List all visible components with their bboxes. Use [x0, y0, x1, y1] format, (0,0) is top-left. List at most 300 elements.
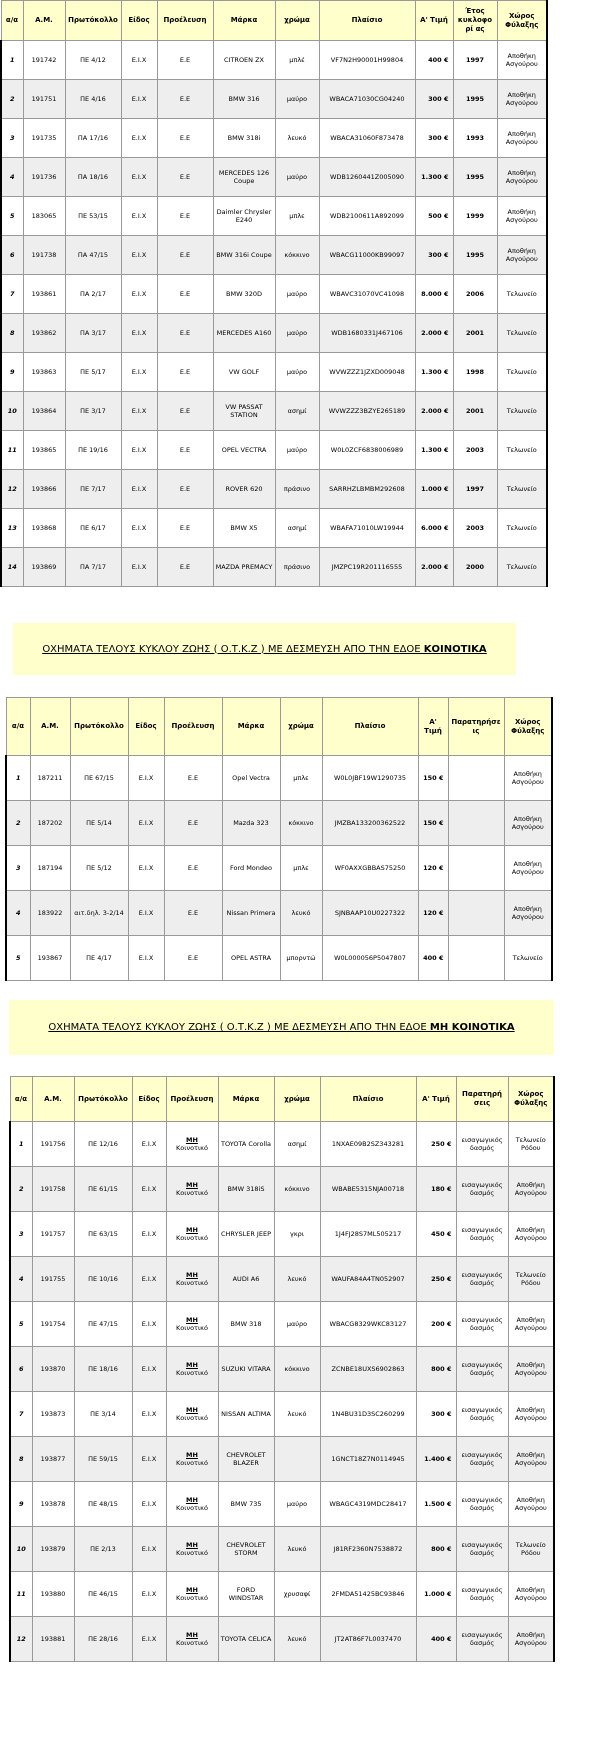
cell-brand: Daimler Chrysler E240 [213, 197, 275, 236]
cell-origin: Ε.Ε [164, 891, 222, 936]
header-protocol: Πρωτόκολλο [70, 698, 128, 756]
cell-protocol: ΠΕ 18/16 [74, 1347, 132, 1392]
header-chassis: Πλαίσιο [322, 698, 418, 756]
cell-type: Ε.Ι.Χ [128, 801, 164, 846]
cell-price: 1.500 € [416, 1482, 456, 1527]
cell-brand: BMW 320D [213, 275, 275, 314]
cell-price: 6.000 € [415, 509, 453, 548]
header-price: Α' Τιμή [415, 1, 453, 41]
cell-color: μπλέ [275, 41, 319, 80]
cell-type: Ε.Ι.Χ [121, 236, 157, 275]
cell-am: 193878 [32, 1482, 74, 1527]
cell-color: λευκό [274, 1257, 320, 1302]
cell-price: 400 € [418, 936, 448, 981]
cell-chassis: WBAVC31070VC41098 [319, 275, 415, 314]
cell-origin: Ε.Ε [157, 314, 213, 353]
cell-color: λευκό [274, 1527, 320, 1572]
cell-chassis: 1NXAE09B2SZ343281 [320, 1122, 416, 1167]
cell-index: 7 [1, 275, 23, 314]
cell-price: 150 € [418, 756, 448, 801]
header-col9: Έτος κυκλοφορί ας [453, 1, 497, 41]
cell-am: 193864 [23, 392, 65, 431]
cell-storage: Τελωνείο [497, 509, 547, 548]
cell-protocol: ΠΕ 59/15 [74, 1437, 132, 1482]
cell-color: λευκό [274, 1392, 320, 1437]
table-row [10, 1437, 554, 1482]
header-storage: Χώρος Φύλαξης [508, 1077, 554, 1122]
cell-brand: VW GOLF [213, 353, 275, 392]
cell-col9: εισαγωγικός δασμός [456, 1572, 508, 1617]
cell-chassis: WBAFA71010LW19944 [319, 509, 415, 548]
cell-protocol: ΠΕ 53/15 [65, 197, 121, 236]
table-row [1, 197, 547, 236]
cell-origin: Ε.Ε [157, 236, 213, 275]
cell-type: Ε.Ι.Χ [132, 1167, 166, 1212]
cell-chassis: J81RF2360N7538872 [320, 1527, 416, 1572]
cell-chassis: WBACG8329WKC83127 [320, 1302, 416, 1347]
cell-chassis: JT2AT86F7L0037470 [320, 1617, 416, 1662]
cell-protocol: ΠΑ 2/17 [65, 275, 121, 314]
cell-color: μαύρο [275, 275, 319, 314]
cell-origin: Ε.Ε [157, 548, 213, 587]
cell-type: Ε.Ι.Χ [132, 1257, 166, 1302]
cell-col9: 1995 [453, 80, 497, 119]
cell-col9: 2003 [453, 431, 497, 470]
cell-index: 6 [1, 236, 23, 275]
header-am: Α.Μ. [30, 698, 70, 756]
cell-type: Ε.Ι.Χ [121, 470, 157, 509]
cell-color: μπλε [275, 197, 319, 236]
cell-color: γκρι [274, 1212, 320, 1257]
cell-storage: Τελωνείο [497, 314, 547, 353]
table-row [6, 801, 552, 846]
header-col9: Παρατηρήσεις [448, 698, 504, 756]
cell-type: Ε.Ι.Χ [121, 431, 157, 470]
cell-index: 1 [10, 1122, 32, 1167]
cell-brand: BMW 318i [213, 119, 275, 158]
cell-chassis: WAUFA84A4TN052907 [320, 1257, 416, 1302]
cell-index: 10 [1, 392, 23, 431]
cell-protocol: ΠΕ 19/16 [65, 431, 121, 470]
cell-origin: ΜΗ Κοινοτικό [166, 1167, 218, 1212]
cell-col9: 2001 [453, 392, 497, 431]
cell-am: 193863 [23, 353, 65, 392]
cell-origin: ΜΗ Κοινοτικό [166, 1572, 218, 1617]
cell-color: μαύρο [274, 1482, 320, 1527]
non-eu-marker: ΜΗ [186, 1540, 198, 1549]
cell-index: 14 [1, 548, 23, 587]
cell-brand: OPEL VECTRA [213, 431, 275, 470]
header-chassis: Πλαίσιο [319, 1, 415, 41]
header-protocol: Πρωτόκολλο [65, 1, 121, 41]
header-col9: Παρατηρή σεις [456, 1077, 508, 1122]
cell-am: 187211 [30, 756, 70, 801]
cell-type: Ε.Ι.Χ [121, 275, 157, 314]
cell-storage: Αποθήκη Ασγούρου [504, 846, 552, 891]
banner-title: ΟΧΗΜΑΤΑ ΤΕΛΟΥΣ ΚΥΚΛΟΥ ΖΩΗΣ ( Ο.Τ.Κ.Ζ ) ΜΕ ΔΕΣΜΕΥΣΗ ΑΠΟ ΤΗΝ ΕΔΟΕ ΚΟΙΝΟΤΙΚΑ [42, 643, 487, 655]
cell-origin: Ε.Ε [157, 158, 213, 197]
cell-price: 250 € [416, 1257, 456, 1302]
non-eu-marker: ΜΗ [186, 1315, 198, 1324]
cell-chassis: WBACG11000KB99097 [319, 236, 415, 275]
cell-brand: TOYOTA Corolla [218, 1122, 274, 1167]
cell-origin: Ε.Ε [157, 41, 213, 80]
cell-brand: Ford Mondeo [222, 846, 280, 891]
cell-brand: MAZDA PREMACY [213, 548, 275, 587]
table-row [10, 1572, 554, 1617]
cell-origin: Ε.Ε [157, 509, 213, 548]
cell-brand: OPEL ASTRA [222, 936, 280, 981]
cell-price: 180 € [416, 1167, 456, 1212]
cell-type: Ε.Ι.Χ [128, 846, 164, 891]
cell-protocol: ΠΕ 3/17 [65, 392, 121, 431]
header-origin: Προέλευση [166, 1077, 218, 1122]
cell-origin: ΜΗ Κοινοτικό [166, 1392, 218, 1437]
cell-storage: Αποθήκη Ασγούρου [497, 80, 547, 119]
cell-storage: Αποθήκη Ασγούρου [497, 158, 547, 197]
cell-color: λευκό [275, 119, 319, 158]
cell-col9 [448, 891, 504, 936]
cell-am: 193862 [23, 314, 65, 353]
cell-col9 [448, 846, 504, 891]
cell-color: πράσινο [275, 548, 319, 587]
header-am: Α.Μ. [23, 1, 65, 41]
cell-origin: ΜΗ Κοινοτικό [166, 1437, 218, 1482]
cell-index: 4 [1, 158, 23, 197]
cell-index: 13 [1, 509, 23, 548]
cell-storage: Τελωνείο [497, 548, 547, 587]
cell-brand: BMW 316 [213, 80, 275, 119]
cell-price: 400 € [416, 1617, 456, 1662]
cell-brand: BMW X5 [213, 509, 275, 548]
header-type: Είδος [121, 1, 157, 41]
cell-index: 5 [1, 197, 23, 236]
cell-protocol: ΠΑ 7/17 [65, 548, 121, 587]
non-eu-marker: ΜΗ [186, 1630, 198, 1639]
cell-origin: ΜΗ Κοινοτικό [166, 1302, 218, 1347]
cell-col9: 1995 [453, 158, 497, 197]
cell-index: 3 [10, 1212, 32, 1257]
table-row [10, 1302, 554, 1347]
header-storage: Χώρος Φύλαξης [504, 698, 552, 756]
cell-price: 300 € [415, 119, 453, 158]
cell-price: 1.300 € [415, 353, 453, 392]
cell-protocol: ΠΕ 12/16 [74, 1122, 132, 1167]
cell-price: 1.000 € [415, 470, 453, 509]
cell-chassis: SJNBAAP10U0227322 [322, 891, 418, 936]
cell-brand: CHEVROLET BLAZER [218, 1437, 274, 1482]
cell-col9: 2006 [453, 275, 497, 314]
cell-protocol: ΠΕ 48/15 [74, 1482, 132, 1527]
cell-price: 250 € [416, 1122, 456, 1167]
cell-am: 191751 [23, 80, 65, 119]
cell-index: 11 [10, 1572, 32, 1617]
cell-type: Ε.Ι.Χ [121, 158, 157, 197]
vehicles-table-1 [0, 0, 548, 587]
cell-col9: εισαγωγικός δασμός [456, 1437, 508, 1482]
cell-index: 4 [10, 1257, 32, 1302]
cell-brand: CHEVROLET STORM [218, 1527, 274, 1572]
cell-brand: NISSAN ALTIMA [218, 1392, 274, 1437]
cell-color: μαύρο [275, 353, 319, 392]
cell-index: 3 [1, 119, 23, 158]
table-row [6, 936, 552, 981]
cell-price: 1.300 € [415, 431, 453, 470]
cell-brand: BMW 316i Coupe [213, 236, 275, 275]
cell-color: μπορντώ [280, 936, 322, 981]
cell-chassis: 1J4FJ28S7ML505217 [320, 1212, 416, 1257]
cell-price: 150 € [418, 801, 448, 846]
cell-index: 5 [6, 936, 30, 981]
cell-chassis: 1GNCT18Z7N0114945 [320, 1437, 416, 1482]
cell-col9: εισαγωγικός δασμός [456, 1212, 508, 1257]
cell-color: μαύρο [274, 1302, 320, 1347]
cell-protocol: ΠΑ 17/16 [65, 119, 121, 158]
cell-origin: ΜΗ Κοινοτικό [166, 1257, 218, 1302]
cell-index: 10 [10, 1527, 32, 1572]
cell-index: 2 [10, 1167, 32, 1212]
cell-protocol: ΠΑ 3/17 [65, 314, 121, 353]
cell-col9: εισαγωγικός δασμός [456, 1617, 508, 1662]
table-row [1, 158, 547, 197]
cell-origin: Ε.Ε [164, 756, 222, 801]
cell-origin: ΜΗ Κοινοτικό [166, 1527, 218, 1572]
cell-col9: 1998 [453, 353, 497, 392]
cell-am: 191758 [32, 1167, 74, 1212]
table-row [10, 1122, 554, 1167]
cell-price: 200 € [416, 1302, 456, 1347]
cell-am: 193869 [23, 548, 65, 587]
cell-chassis: WVWZZZ3BZYE265189 [319, 392, 415, 431]
table-row [10, 1257, 554, 1302]
table-row [1, 509, 547, 548]
cell-color: μαύρο [275, 314, 319, 353]
cell-am: 193880 [32, 1572, 74, 1617]
cell-color: λευκό [280, 891, 322, 936]
cell-index: 1 [1, 41, 23, 80]
header-storage: Χώρος Φύλαξης [497, 1, 547, 41]
cell-storage: Αποθήκη Ασγούρου [508, 1572, 554, 1617]
cell-type: Ε.Ι.Χ [132, 1392, 166, 1437]
cell-type: Ε.Ι.Χ [121, 41, 157, 80]
cell-brand: FORD WINDSTAR [218, 1572, 274, 1617]
cell-price: 1.300 € [415, 158, 453, 197]
table-row [6, 846, 552, 891]
cell-storage: Αποθήκη Ασγούρου [497, 197, 547, 236]
cell-price: 300 € [415, 80, 453, 119]
cell-type: Ε.Ι.Χ [132, 1122, 166, 1167]
cell-col9 [448, 936, 504, 981]
table-row [10, 1392, 554, 1437]
cell-color: κόκκινο [274, 1167, 320, 1212]
cell-chassis: WDB2100611A892099 [319, 197, 415, 236]
cell-chassis: JMZBA133200362522 [322, 801, 418, 846]
cell-am: 191735 [23, 119, 65, 158]
table-row [1, 275, 547, 314]
cell-color: χρυσαφί [274, 1572, 320, 1617]
cell-col9: 1999 [453, 197, 497, 236]
section-banner-eu [13, 623, 516, 675]
cell-color: ασημί [275, 392, 319, 431]
cell-storage: Τελωνείο [504, 936, 552, 981]
cell-type: Ε.Ι.Χ [121, 80, 157, 119]
banner-title-bold: ΚΟΙΝΟΤΙΚΑ [423, 643, 487, 655]
cell-chassis: W0L0ZCF6838006989 [319, 431, 415, 470]
cell-type: Ε.Ι.Χ [121, 197, 157, 236]
table-row [1, 314, 547, 353]
header-color: χρώμα [275, 1, 319, 41]
cell-color: μαύρο [275, 80, 319, 119]
cell-type: Ε.Ι.Χ [132, 1437, 166, 1482]
cell-storage: Τελωνείο Ρόδου [508, 1527, 554, 1572]
cell-origin: Ε.Ε [157, 197, 213, 236]
cell-am: 193870 [32, 1347, 74, 1392]
cell-col9: 2003 [453, 509, 497, 548]
cell-type: Ε.Ι.Χ [132, 1617, 166, 1662]
cell-protocol: ΠΕ 46/15 [74, 1572, 132, 1617]
cell-storage: Αποθήκη Ασγούρου [497, 236, 547, 275]
section-banner-non-eu [9, 1000, 554, 1055]
header-index: α/α [1, 1, 23, 41]
header-brand: Μάρκα [218, 1077, 274, 1122]
cell-chassis: W0L000056P5047807 [322, 936, 418, 981]
cell-protocol: ΠΕ 4/16 [65, 80, 121, 119]
cell-type: Ε.Ι.Χ [121, 509, 157, 548]
cell-protocol: ΠΕ 4/17 [70, 936, 128, 981]
cell-index: 2 [6, 801, 30, 846]
non-eu-marker: ΜΗ [186, 1360, 198, 1369]
cell-protocol: ΠΕ 2/13 [74, 1527, 132, 1572]
cell-am: 183922 [30, 891, 70, 936]
table-row [1, 236, 547, 275]
cell-am: 193879 [32, 1527, 74, 1572]
cell-col9: εισαγωγικός δασμός [456, 1122, 508, 1167]
cell-color: λευκό [274, 1617, 320, 1662]
cell-chassis: WF0AXXGBBAS75250 [322, 846, 418, 891]
cell-chassis: WDB1680331J467106 [319, 314, 415, 353]
cell-origin: Ε.Ε [157, 431, 213, 470]
table-row [1, 119, 547, 158]
table-row [10, 1527, 554, 1572]
header-chassis: Πλαίσιο [320, 1077, 416, 1122]
cell-col9 [448, 801, 504, 846]
cell-col9: 1997 [453, 470, 497, 509]
cell-storage: Αποθήκη Ασγούρου [508, 1212, 554, 1257]
cell-am: 193865 [23, 431, 65, 470]
table-row [1, 470, 547, 509]
cell-type: Ε.Ι.Χ [132, 1572, 166, 1617]
cell-col9: εισαγωγικός δασμός [456, 1392, 508, 1437]
cell-brand: AUDI A6 [218, 1257, 274, 1302]
cell-protocol: ΠΕ 4/12 [65, 41, 121, 80]
cell-storage: Αποθήκη Ασγούρου [504, 801, 552, 846]
cell-storage: Αποθήκη Ασγούρου [508, 1482, 554, 1527]
table-header-row [1, 1, 547, 41]
banner-title-bold: ΜΗ ΚΟΙΝΟΤΙΚΑ [429, 1022, 515, 1033]
cell-storage: Αποθήκη Ασγούρου [504, 891, 552, 936]
table-row [1, 392, 547, 431]
cell-origin: Ε.Ε [157, 119, 213, 158]
cell-chassis: 1N4BU31D3SC260299 [320, 1392, 416, 1437]
cell-type: Ε.Ι.Χ [128, 756, 164, 801]
cell-am: 193866 [23, 470, 65, 509]
non-eu-marker: ΜΗ [186, 1585, 198, 1594]
cell-price: 500 € [415, 197, 453, 236]
cell-type: Ε.Ι.Χ [132, 1527, 166, 1572]
cell-price: 800 € [416, 1347, 456, 1392]
cell-brand: TOYOTA CELICA [218, 1617, 274, 1662]
non-eu-marker: ΜΗ [186, 1495, 198, 1504]
cell-origin: ΜΗ Κοινοτικό [166, 1482, 218, 1527]
cell-origin: Ε.Ε [157, 470, 213, 509]
cell-origin: Ε.Ε [157, 80, 213, 119]
cell-type: Ε.Ι.Χ [121, 353, 157, 392]
cell-origin: Ε.Ε [157, 275, 213, 314]
cell-col9: 1995 [453, 236, 497, 275]
table-row [6, 756, 552, 801]
cell-storage: Τελωνείο [497, 470, 547, 509]
table-header-row [6, 698, 552, 756]
cell-col9: εισαγωγικός δασμός [456, 1527, 508, 1572]
cell-protocol: ΠΑ 47/15 [65, 236, 121, 275]
cell-origin: Ε.Ε [157, 392, 213, 431]
vehicles-table-2 [5, 697, 553, 981]
cell-protocol: ΠΕ 5/12 [70, 846, 128, 891]
cell-price: 1.400 € [416, 1437, 456, 1482]
cell-protocol: ΠΕ 47/15 [74, 1302, 132, 1347]
cell-type: Ε.Ι.Χ [132, 1302, 166, 1347]
non-eu-marker: ΜΗ [186, 1225, 198, 1234]
cell-am: 193861 [23, 275, 65, 314]
header-origin: Προέλευση [164, 698, 222, 756]
cell-am: 193867 [30, 936, 70, 981]
cell-brand: SUZUKI VITARA [218, 1347, 274, 1392]
cell-type: Ε.Ι.Χ [132, 1212, 166, 1257]
cell-storage: Τελωνείο [497, 431, 547, 470]
cell-origin: ΜΗ Κοινοτικό [166, 1212, 218, 1257]
cell-index: 11 [1, 431, 23, 470]
header-index: α/α [10, 1077, 32, 1122]
cell-protocol: ΠΕ 28/16 [74, 1617, 132, 1662]
cell-index: 12 [1, 470, 23, 509]
non-eu-marker: ΜΗ [186, 1180, 198, 1189]
cell-protocol: ΠΕ 7/17 [65, 470, 121, 509]
header-brand: Μάρκα [213, 1, 275, 41]
cell-protocol: ΠΑ 18/16 [65, 158, 121, 197]
header-protocol: Πρωτόκολλο [74, 1077, 132, 1122]
cell-storage: Τελωνείο Ρόδου [508, 1122, 554, 1167]
header-index: α/α [6, 698, 30, 756]
cell-chassis: WBAGC4319MDC28417 [320, 1482, 416, 1527]
cell-col9: 2001 [453, 314, 497, 353]
cell-am: 191754 [32, 1302, 74, 1347]
cell-price: 400 € [415, 41, 453, 80]
cell-price: 300 € [415, 236, 453, 275]
cell-chassis: VF7N2H90001H99804 [319, 41, 415, 80]
cell-color: μπλε [280, 756, 322, 801]
cell-chassis: ZCNBE18UXS6902863 [320, 1347, 416, 1392]
cell-am: 193881 [32, 1617, 74, 1662]
cell-storage: Τελωνείο [497, 392, 547, 431]
cell-index: 4 [6, 891, 30, 936]
cell-brand: MERCEDES 126 Coupe [213, 158, 275, 197]
cell-protocol: ΠΕ 67/15 [70, 756, 128, 801]
cell-brand: CITROEN ZX [213, 41, 275, 80]
cell-index: 8 [1, 314, 23, 353]
table-row [1, 80, 547, 119]
cell-am: 191736 [23, 158, 65, 197]
table-row [10, 1212, 554, 1257]
